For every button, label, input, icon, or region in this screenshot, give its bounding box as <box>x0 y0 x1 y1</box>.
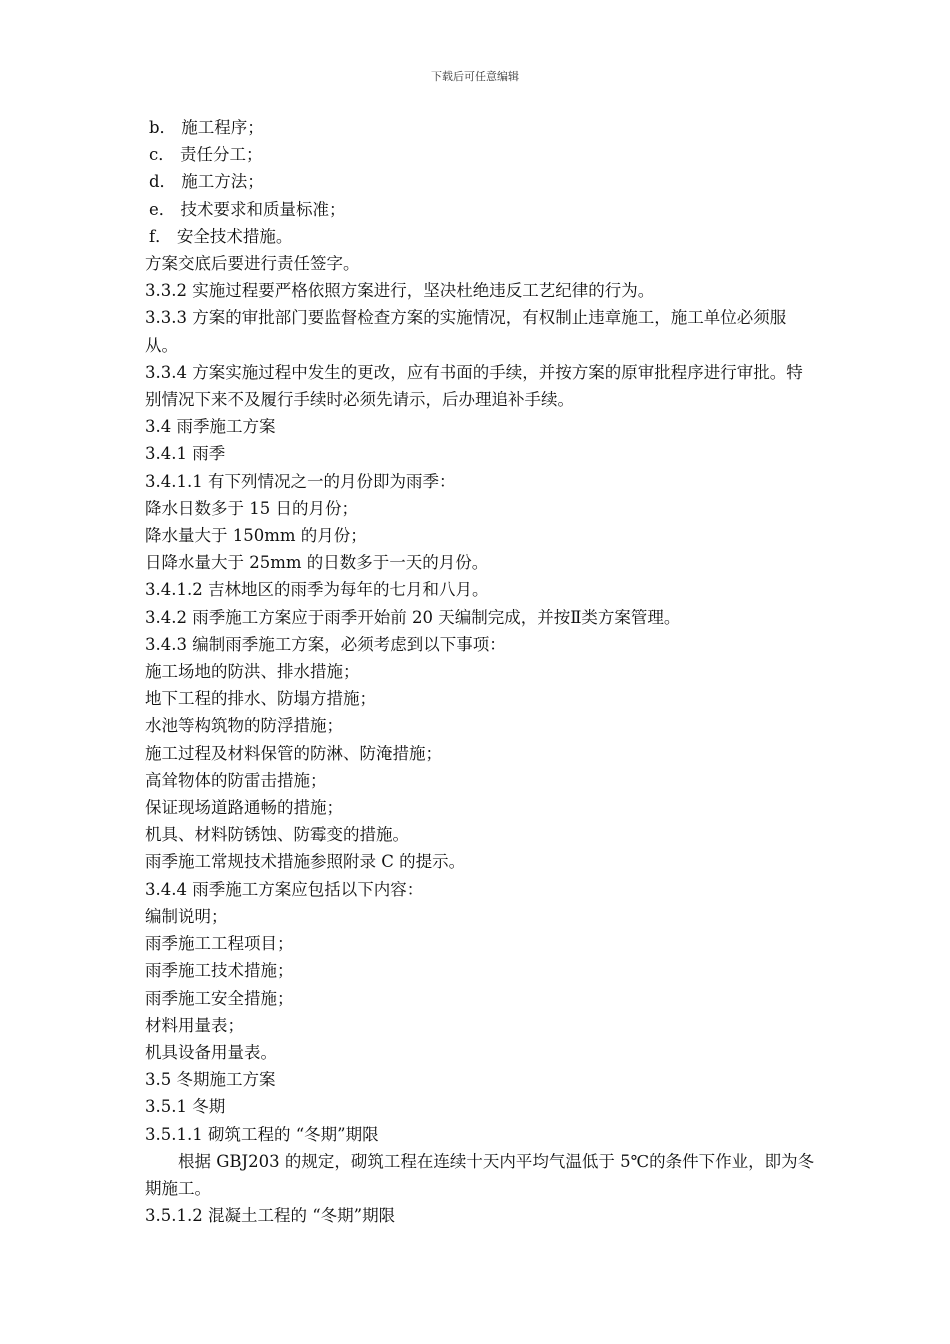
list-item-d: d． 施工方法； <box>149 172 264 192</box>
list-item-c: c． 责任分工； <box>149 145 263 165</box>
clause-3-3-3: 3.3.3 方案的审批部门要监督检查方案的实施情况，有权制止违章施工，施工单位必须服从。 <box>145 308 787 355</box>
list-item: 雨季施工安全措施； <box>145 988 294 1008</box>
list-item-b: b． 施工程序； <box>149 118 264 137</box>
clause-3-4-1-1: 3.4.1.1 有下列情况之一的月份即为雨季： <box>145 471 456 491</box>
list-item: 日降水量大于 25mm 的日数多于一天的月份。 <box>145 553 489 573</box>
list-item: 雨季施工技术措施； <box>145 961 294 981</box>
list-item-f: f． 安全技术措施。 <box>149 226 293 246</box>
list-item: 材料用量表； <box>145 1015 244 1035</box>
clause-3-4-1-2: 3.4.1.2 吉林地区的雨季为每年的七月和八月。 <box>145 580 489 600</box>
clause-3-4-1: 3.4.1 雨季 <box>145 444 226 464</box>
list-item: 地下工程的排水、防塌方措施； <box>145 689 376 709</box>
list-item: 机具、材料防锈蚀、防霉变的措施。 <box>145 825 409 845</box>
paragraph-indented: 根据 GBJ203 的规定，砌筑工程在连续十天内平均气温低于 5℃的条件下作业，即为冬期施工。 <box>145 1151 815 1198</box>
clause-3-3-4: 3.3.4 方案实施过程中发生的更改，应有书面的手续，并按方案的原审批程序进行审批。特别情况下来不及履行手续时必须先请示，后办理追补手续。 <box>145 362 803 410</box>
clause-3-5-1-1: 3.5.1.1 砌筑工程的 “冬期”期限 <box>145 1124 379 1144</box>
section-heading-3-4: 3.4 雨季施工方案 <box>145 417 276 437</box>
list-item: 高耸物体的防雷击措施； <box>145 770 327 790</box>
list-item: 施工过程及材料保管的防淋、防淹措施； <box>145 743 442 763</box>
list-item: 保证现场道路通畅的措施； <box>145 798 343 818</box>
page-header-note: 下载后可任意编辑 <box>431 70 519 83</box>
clause-3-5-1: 3.5.1 冬期 <box>145 1097 226 1117</box>
paragraph: 雨季施工常规技术措施参照附录 C 的提示。 <box>145 852 466 872</box>
document-body <box>145 114 815 1229</box>
paragraph: 方案交底后要进行责任签字。 <box>145 254 360 274</box>
clause-3-4-2: 3.4.2 雨季施工方案应于雨季开始前 20 天编制完成，并按Ⅱ类方案管理。 <box>145 607 681 627</box>
list-item: 机具设备用量表。 <box>145 1042 277 1062</box>
list-item: 水池等构筑物的防浮措施； <box>145 716 343 736</box>
list-item: 编制说明； <box>145 906 228 926</box>
clause-3-5-1-2: 3.5.1.2 混凝土工程的 “冬期”期限 <box>145 1206 396 1226</box>
clause-3-4-3: 3.4.3 编制雨季施工方案，必须考虑到以下事项： <box>145 634 506 654</box>
list-item: 施工场地的防洪、排水措施； <box>145 662 360 682</box>
list-item: 雨季施工工程项目； <box>145 934 294 954</box>
section-heading-3-5: 3.5 冬期施工方案 <box>145 1070 276 1090</box>
clause-3-3-2: 3.3.2 实施过程要严格依照方案进行，坚决杜绝违反工艺纪律的行为。 <box>145 281 655 301</box>
list-item: 降水量大于 150mm 的月份； <box>145 526 367 546</box>
clause-3-4-4: 3.4.4 雨季施工方案应包括以下内容： <box>145 879 424 899</box>
list-item-e: e． 技术要求和质量标准； <box>149 199 346 219</box>
list-item: 降水日数多于 15 日的月份； <box>145 498 358 518</box>
